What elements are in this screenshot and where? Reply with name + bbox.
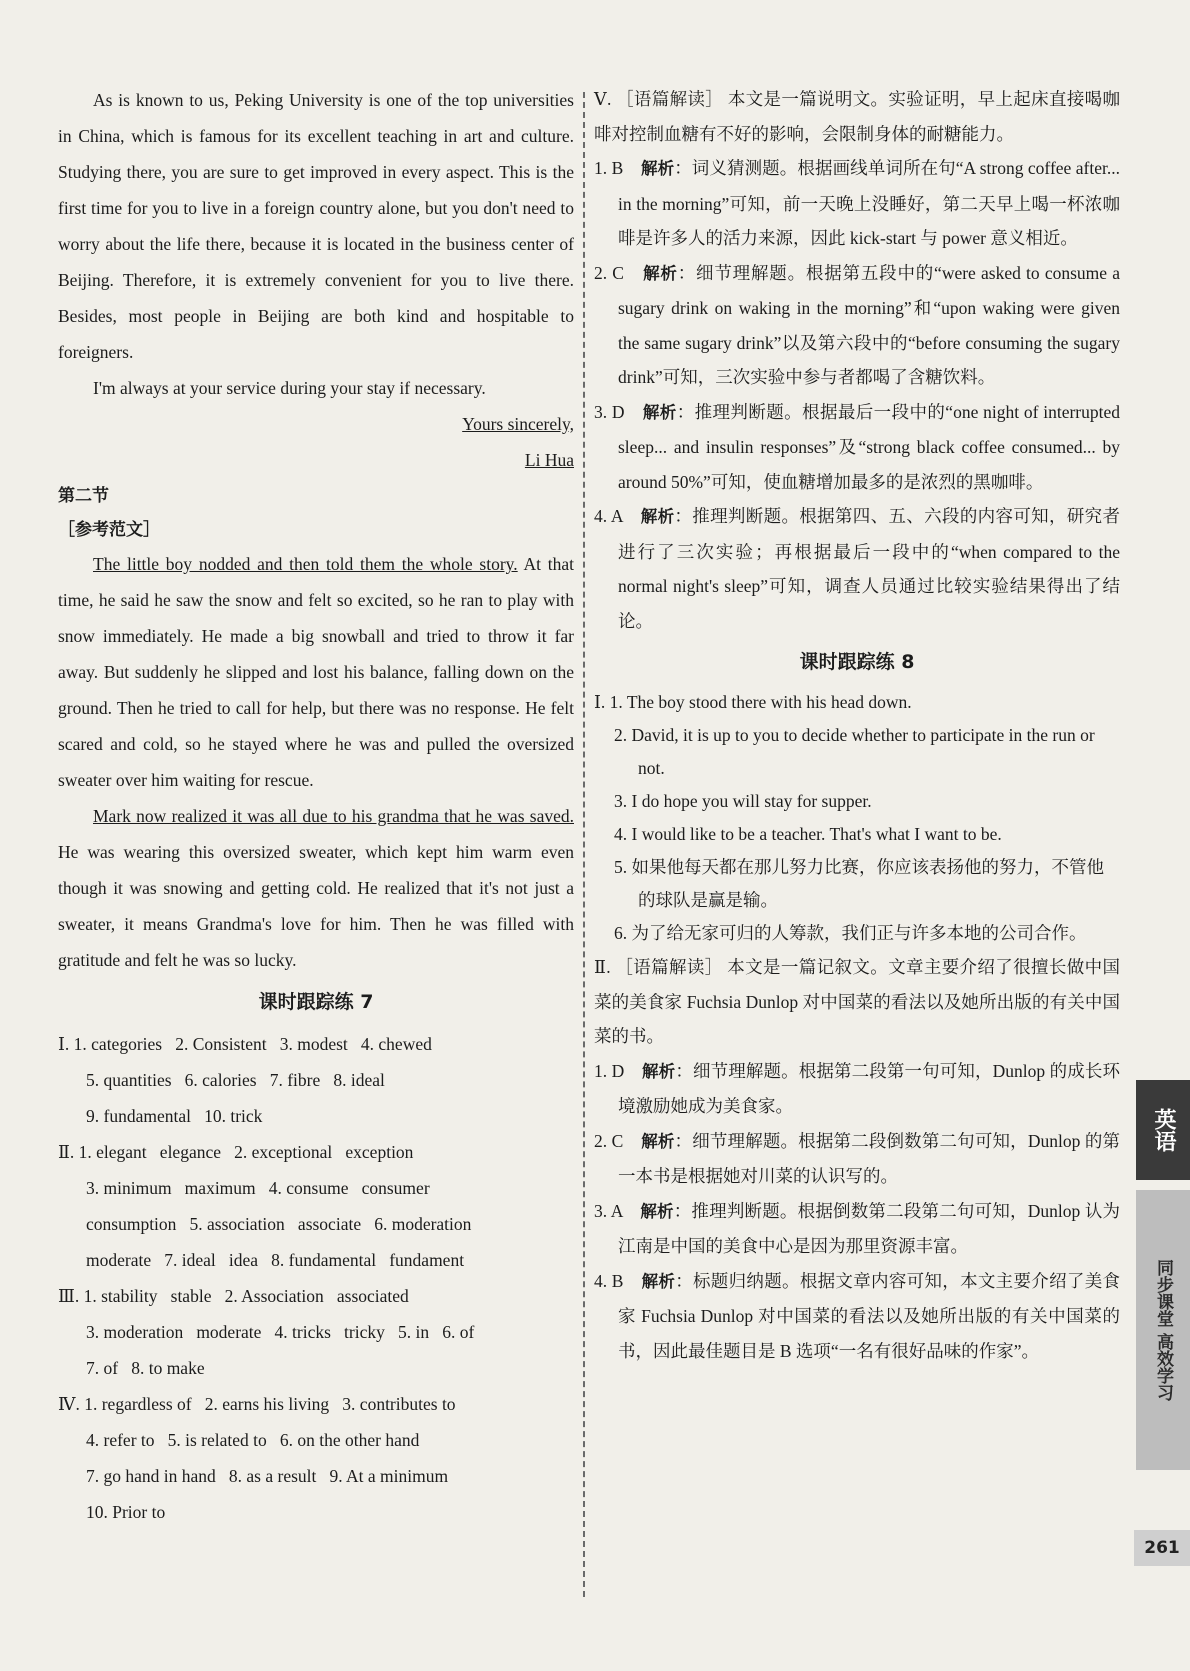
translation-line: 3. I do hope you will stay for supper. xyxy=(614,791,872,811)
column-divider xyxy=(583,92,585,1597)
answer-line: 3. moderation moderate 4. tricks tricky 5. in 6. of xyxy=(86,1322,475,1342)
answer-item xyxy=(594,1264,1120,1369)
answer-item xyxy=(594,1194,1120,1264)
translation-line: 5. 如果他每天都在那儿努力比赛，你应该表扬他的努力，不管他的球队是赢是输。 xyxy=(614,857,1104,910)
answer-line: Ⅲ. 1. stability stable 2. Association associated xyxy=(58,1286,409,1306)
answer-line: 7. go hand in hand 8. as a result 9. At a minimum xyxy=(86,1466,449,1486)
answer-number: 4. A xyxy=(594,506,623,526)
passage-v-intro: Ⅴ. ［语篇解读］ 本文是一篇说明文。实验证明，早上起床直接喝咖啡对控制血糖有不好的影响，会限制身体的耐糖能力。 xyxy=(594,89,1120,144)
analysis-label: 解析 xyxy=(643,263,678,283)
answer-item xyxy=(594,151,1120,256)
closing-text: Yours sincerely, xyxy=(462,414,574,434)
analysis-text: ：细节理解题。根据第五段中的“were asked to consume a sugary drink on waking in the morning”和“upon waking were given the same sugary drink”以及第六段中的“before consuming the sugary drink”可知，三次实验中参与者都喝了含糖饮料。 xyxy=(618,262,1120,387)
right-column xyxy=(594,82,1120,1368)
answer-line: 7. of 8. to make xyxy=(86,1358,205,1378)
page-number: 261 xyxy=(1134,1530,1190,1566)
analysis-label: 解析 xyxy=(642,402,677,422)
sample-first-sentence: The little boy nodded and then told them the whole story. xyxy=(93,554,518,574)
answer-line: moderate 7. ideal idea 8. fundamental fundament xyxy=(86,1250,465,1270)
passage-ii-intro: Ⅱ. ［语篇解读］ 本文是一篇记叙文。文章主要介绍了很擅长做中国菜的美食家 Fuchsia Dunlop 对中国菜的看法以及她所出版的有关中国菜的书。 xyxy=(594,957,1120,1046)
answer-line: Ⅱ. 1. elegant elegance 2. exceptional exception xyxy=(58,1142,414,1162)
signature-text: Li Hua xyxy=(524,450,574,470)
answer-item xyxy=(594,499,1120,638)
analysis-label: 解析 xyxy=(641,1131,675,1151)
answer-item xyxy=(594,395,1120,500)
analysis-label: 解析 xyxy=(640,507,675,526)
answer-number: 3. A xyxy=(594,1200,623,1221)
analysis-text: ：词义猜测题。根据画线单词所在句“A strong coffee after... in the morning”可知，前一天晚上没睡好，第二天早上喝一杯浓咖啡是许多人的活力来源，因此 kick-start 与 power 意义相近。 xyxy=(618,158,1120,248)
analysis-text: ：推理判断题。根据最后一段中的“one night of interrupted sleep... and insulin responses”及“strong black coffee consumed... by around 50%”可知，使血糖增加最多的是浓烈的黑咖啡。 xyxy=(618,401,1121,492)
translation-line: Ⅰ. 1. The boy stood there with his head down. xyxy=(594,692,912,712)
answer-line: 3. minimum maximum 4. consume consumer xyxy=(86,1178,430,1198)
section-title: 第二节 xyxy=(58,486,109,506)
analysis-text: ：标题归纳题。根据文章内容可知，本文主要介绍了美食家 Fuchsia Dunlop 对中国菜的看法以及她所出版的有关中国菜的书，因此最佳题目是 B 选项“一名有很好品味的作家”。 xyxy=(618,1270,1120,1361)
analysis-text: ：细节理解题。根据第二段倒数第二句可知，Dunlop 的第一本书是根据她对川菜的认识写的。 xyxy=(618,1130,1121,1186)
answer-item xyxy=(594,256,1120,395)
answer-line: consumption 5. association associate 6. moderation xyxy=(86,1214,472,1234)
answer-line: Ⅳ. 1. regardless of 2. earns his living 3. contributes to xyxy=(58,1394,456,1414)
analysis-text: ：细节理解题。根据第二段第一句可知，Dunlop 的成长环境激励她成为美食家。 xyxy=(618,1060,1121,1116)
letter-closing xyxy=(58,406,574,442)
analysis-label: 解析 xyxy=(640,1201,674,1221)
sample-second-first-sentence: Mark now realized it was all due to his grandma that he was saved. xyxy=(93,806,574,826)
practice7-title: 课时跟踪练 7 xyxy=(258,991,374,1013)
answer-number: 2. C xyxy=(594,1130,624,1151)
series-label: 同步课堂 高效学习 xyxy=(1153,1259,1173,1401)
answer-line: 5. quantities 6. calories 7. fibre 8. ideal xyxy=(86,1070,385,1090)
left-column xyxy=(58,82,574,1530)
answer-line: 10. Prior to xyxy=(86,1502,166,1522)
answer-line: Ⅰ. 1. categories 2. Consistent 3. modest 4. chewed xyxy=(58,1034,432,1054)
answer-item xyxy=(594,1124,1120,1194)
practice7-answers xyxy=(58,1026,574,1530)
analysis-text: ：推理判断题。根据第四、五、六段的内容可知，研究者进行了三次实验；再根据最后一段中的“when compared to the normal night's sleep”可知，调查人员通过比较实验结果得出了结论。 xyxy=(618,506,1121,631)
analysis-label: 解析 xyxy=(640,159,675,178)
sample-label: ［参考范文］ xyxy=(58,520,160,540)
letter-paragraph: I'm always at your service during your stay if necessary. xyxy=(93,378,486,398)
sample-paragraph-2 xyxy=(58,798,574,978)
sample-paragraph-1 xyxy=(58,546,574,798)
letter-paragraph: As is known to us, Peking University is one of the top universities in China, which is famous for its excellent teaching in art and culture. Studying there, you are sure to get improved in every aspect. This is the first time for you to live in a foreign country alone, but you don't need to worry about the life there, because it is located in the business center of Beijing. Therefore, it is extremely convenient for you to live there. Besides, most people in Beijing are both kind and hospitable to foreigners. xyxy=(58,90,574,362)
letter-signature xyxy=(58,442,574,478)
analysis-text: ：推理判断题。根据倒数第二段第二句可知，Dunlop 认为江南是中国的美食中心是因为那里资源丰富。 xyxy=(618,1200,1121,1256)
answer-number: 2. C xyxy=(594,262,624,283)
answer-line: 9. fundamental 10. trick xyxy=(86,1106,263,1126)
translation-line: 2. David, it is up to you to decide whether to participate in the run or not. xyxy=(614,725,1095,778)
answer-line: 4. refer to 5. is related to 6. on the other hand xyxy=(86,1430,420,1450)
translation-line: 4. I would like to be a teacher. That's what I want to be. xyxy=(614,824,1002,844)
series-tab xyxy=(1136,1190,1190,1470)
translation-line: 6. 为了给无家可归的人筹款，我们正与许多本地的公司合作。 xyxy=(614,923,1087,943)
subject-label: 英语 xyxy=(1151,1108,1176,1152)
answer-item xyxy=(594,1054,1120,1124)
answer-number: 1. D xyxy=(594,1060,625,1081)
answer-number: 1. B xyxy=(594,158,624,178)
practice8-title: 课时跟踪练 8 xyxy=(799,651,915,673)
sample-paragraph-2-rest: He was wearing this oversized sweater, which kept him warm even though it was snowing and getting cold. He realized that it's not just a sweater, it means Grandma's love for him. Then he was filled with gratitude and felt he was so lucky. xyxy=(58,842,574,970)
answer-number: 3. D xyxy=(594,401,625,422)
sample-paragraph-1-rest: At that time, he said he saw the snow and felt so excited, so he ran to play with snow immediately. He made a big snowball and tried to throw it far away. But suddenly he slipped and lost his balance, falling down on the ground. Then he tried to call for help, but there was no response. He felt scared and cold, so he stayed where he was and pulled the oversized sweater over him waiting for rescue. xyxy=(58,554,574,790)
analysis-label: 解析 xyxy=(641,1271,676,1291)
analysis-label: 解析 xyxy=(642,1061,676,1081)
subject-tab xyxy=(1136,1080,1190,1180)
answer-number: 4. B xyxy=(594,1270,624,1291)
